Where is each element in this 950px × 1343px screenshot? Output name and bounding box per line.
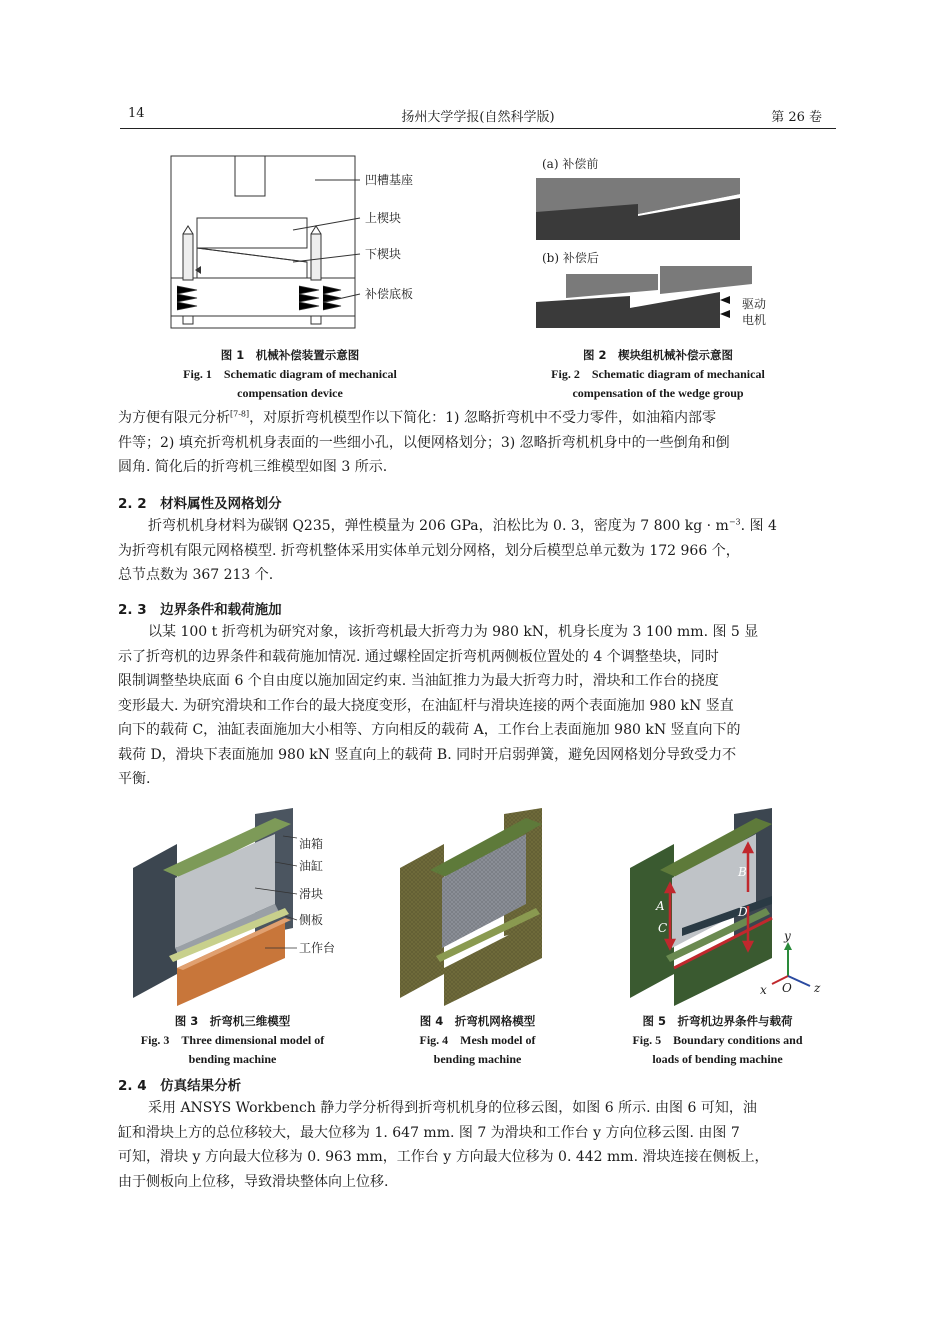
sec23-line-3: 限制调整垫块底面 6 个自由度以施加固定约束. 当油缸推力为最大折弯力时，滑块和工作台的挠度 bbox=[118, 673, 719, 689]
fig2-diagram bbox=[530, 150, 790, 335]
fig1-label-lower-wedge: 下楔块 bbox=[365, 247, 402, 261]
load-label-c: C bbox=[658, 921, 668, 935]
fig3-caption-cn: 图 3 折弯机三维模型 bbox=[174, 1014, 291, 1028]
fig1-label-upper-wedge: 上楔块 bbox=[365, 211, 402, 225]
fig3-label-cylinder: 油缸 bbox=[299, 859, 324, 873]
load-label-a: A bbox=[656, 899, 665, 913]
sec24-line-1: 采用 ANSYS Workbench 静力学分析得到折弯机机身的位移云图，如图 6 所示. 由图 6 可知，油 bbox=[148, 1100, 757, 1116]
sec23-line-4: 变形最大. 为研究滑块和工作台的最大挠度变形，在油缸杆与滑块连接的两个表面施加 980 kN 竖直 bbox=[118, 697, 734, 714]
fig3-3d-model bbox=[125, 808, 355, 1008]
fig5-caption bbox=[600, 1012, 835, 1069]
fig2-caption bbox=[518, 346, 798, 403]
volume-label: 第 26 卷 bbox=[771, 110, 822, 125]
fig5-boundary-loads bbox=[622, 808, 837, 1008]
fig3-caption bbox=[115, 1012, 350, 1069]
sec23-line-5: 向下的载荷 C，油缸表面施加大小相等、方向相反的载荷 A，工作台上表面施加 980 kN 竖直向下的 bbox=[118, 722, 741, 738]
sec22-line1-pre: 折弯机机身材料为碳钢 Q235，弹性模量为 206 GPa，泊松比为 0. 3，密度为 7 800 kg · m bbox=[148, 518, 729, 534]
paragraph-boundary bbox=[118, 620, 838, 792]
fig1-label-plate: 补偿底板 bbox=[365, 287, 414, 301]
sec24-line-3: 可知，滑块 y 方向最大位移为 0. 963 mm，工作台 y 方向最大位移为 0. 442 mm. 滑块连接在侧板上， bbox=[118, 1149, 769, 1165]
sec24-line-4: 由于侧板向上位移，导致滑块整体向上位移. bbox=[118, 1173, 389, 1190]
fig4-caption-en-2: bending machine bbox=[433, 1052, 522, 1066]
axis-y: y bbox=[784, 929, 791, 943]
para1-line3: 圆角. 简化后的折弯机三维模型如图 3 所示. bbox=[118, 459, 388, 475]
fig2-label-before: (a) 补偿前 bbox=[542, 157, 599, 171]
paragraph-simplification bbox=[118, 406, 838, 480]
section-title-2-4: 2. 4 仿真结果分析 bbox=[118, 1078, 242, 1094]
journal-name: 扬州大学学报(自然科学版) bbox=[401, 110, 555, 125]
section-title-2-2: 2. 2 材料属性及网格划分 bbox=[118, 496, 282, 512]
sec23-line-6: 载荷 D，滑块下表面施加 980 kN 竖直向上的载荷 B. 同时开启弱弹簧，避免因网格划分导致受力不 bbox=[118, 746, 737, 763]
fig4-caption bbox=[370, 1012, 585, 1069]
fig1-caption-cn: 图 1 机械补偿装置示意图 bbox=[220, 348, 360, 362]
fig2-caption-cn: 图 2 楔块组机械补偿示意图 bbox=[582, 348, 733, 362]
sec22-line2: 为折弯机有限元网格模型. 折弯机整体采用实体单元划分网格，划分后模型总单元数为 172 966 个， bbox=[118, 542, 740, 559]
fig3-label-table: 工作台 bbox=[299, 941, 336, 955]
axis-origin: O bbox=[782, 981, 792, 995]
paragraph-results bbox=[118, 1096, 838, 1194]
fig1-label-base: 凹槽基座 bbox=[365, 173, 414, 187]
fig3-label-sideplate: 侧板 bbox=[299, 913, 324, 927]
sec22-line1-post: . 图 4 bbox=[740, 518, 777, 534]
sec24-line-2: 缸和滑块上方的总位移较大，最大位移为 1. 647 mm. 图 7 为滑块和工作台 y 方向位移云图. 由图 7 bbox=[118, 1124, 740, 1141]
fig3-label-slider: 滑块 bbox=[299, 887, 324, 901]
fig2-drive-1: 驱动 bbox=[742, 297, 767, 311]
axis-x: x bbox=[760, 983, 767, 997]
fig1-caption bbox=[150, 346, 430, 403]
axis-z: z bbox=[814, 981, 821, 995]
load-label-b: B bbox=[738, 865, 747, 879]
unit-exponent: −3 bbox=[728, 517, 741, 527]
fig2-caption-en-1: Fig. 2 Schematic diagram of mechanical bbox=[551, 367, 765, 381]
paragraph-material bbox=[118, 514, 838, 588]
page-header bbox=[120, 106, 836, 129]
para1-line1-post: ，对原折弯机模型作以下简化：1) 忽略折弯机中不受力零件，如油箱内部零 bbox=[249, 410, 716, 426]
citation-7-8: [7-8] bbox=[230, 409, 250, 419]
page-number: 14 bbox=[128, 106, 145, 121]
sec23-line-2: 示了折弯机的边界条件和载荷施加情况. 通过螺栓固定折弯机两侧板位置处的 4 个调整垫块，同时 bbox=[118, 648, 719, 665]
fig4-caption-en-1: Fig. 4 Mesh model of bbox=[419, 1033, 536, 1047]
fig2-label-after: (b) 补偿后 bbox=[542, 251, 599, 265]
fig3-caption-en-1: Fig. 3 Three dimensional model of bbox=[140, 1033, 325, 1047]
fig1-caption-en-1: Fig. 1 Schematic diagram of mechanical bbox=[183, 367, 397, 381]
fig4-caption-cn: 图 4 折弯机网格模型 bbox=[419, 1014, 536, 1028]
sec23-line-1: 以某 100 t 折弯机为研究对象，该折弯机最大折弯力为 980 kN，机身长度为 3 100 mm. 图 5 显 bbox=[148, 624, 759, 640]
fig2-caption-en-2: compensation of the wedge group bbox=[572, 386, 744, 400]
fig4-mesh-model bbox=[392, 808, 567, 1008]
section-title-2-3: 2. 3 边界条件和载荷施加 bbox=[118, 602, 282, 618]
para1-line1-pre: 为方便有限元分析 bbox=[118, 410, 230, 426]
para1-line2: 件等；2) 填充折弯机机身表面的一些细小孔，以便网格划分；3) 忽略折弯机机身中的一些倒角和倒 bbox=[118, 434, 730, 451]
fig3-label-tank: 油箱 bbox=[299, 837, 324, 851]
load-label-d: D bbox=[738, 905, 748, 919]
fig1-caption-en-2: compensation device bbox=[237, 386, 343, 400]
fig5-caption-en-2: loads of bending machine bbox=[652, 1052, 783, 1066]
sec23-line-7: 平衡. bbox=[118, 771, 151, 787]
fig3-caption-en-2: bending machine bbox=[188, 1052, 277, 1066]
sec22-line3: 总节点数为 367 213 个. bbox=[118, 567, 274, 583]
fig5-caption-cn: 图 5 折弯机边界条件与载荷 bbox=[642, 1014, 793, 1028]
fig1-diagram bbox=[165, 150, 435, 335]
fig5-caption-en-1: Fig. 5 Boundary conditions and bbox=[632, 1033, 803, 1047]
fig2-drive-2: 电机 bbox=[742, 313, 767, 327]
